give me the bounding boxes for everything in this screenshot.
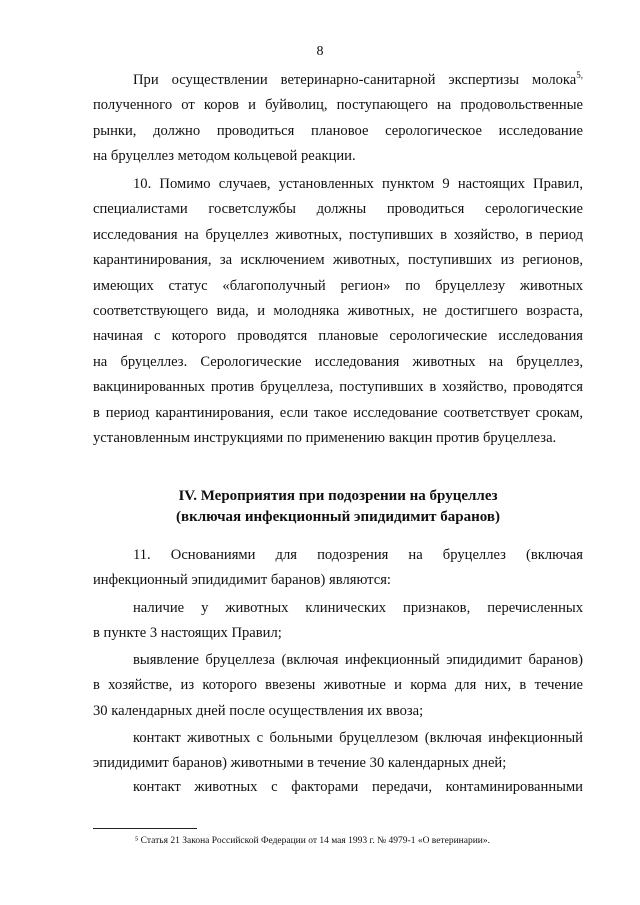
p10-line-5: имеющих статус «благополучный регион» по бруцеллезу животных — [93, 277, 583, 294]
p10-line-7: начиная с которого проводятся плановые серологические исследования — [93, 328, 583, 345]
footnote-5: ⁵ Статья 21 Закона Российской Федерации от 14 мая 1993 г. № 4979-1 «О ветеринарии». — [135, 836, 490, 846]
p10-line-4: карантинирования, за исключением животных, поступивших из регионов, — [93, 252, 583, 269]
p10-line-2: специалистами госветслужбы должны проводиться серологические — [93, 201, 583, 218]
item3-line-2: эпидидимит баранов) животными в течение 30 календарных дней; — [93, 755, 507, 772]
footnote-ref-5: 5, — [576, 70, 583, 81]
milk-line-1: При осуществлении ветеринарно-санитарной экспертизы молока — [133, 72, 577, 88]
item2-line-1: выявление бруцеллеза (включая инфекционный эпидидимит баранов) — [133, 652, 583, 668]
p10-line-9: вакцинированных против бруцеллеза, поступивших в хозяйство, проводятся — [93, 379, 583, 396]
p10-line-1: 10. Помимо случаев, установленных пунктом 9 настоящих Правил, — [133, 176, 583, 192]
page-number: 8 — [316, 44, 324, 59]
paragraph-10 — [93, 172, 583, 451]
p10-line-3: исследования на бруцеллез животных, поступивших в хозяйство, в период — [93, 226, 583, 243]
p10-line-10: в период карантинирования, если такое исследование соответствует срокам, — [93, 404, 583, 421]
p10-line-6: соответствующего вида, и молодняка животных, не достигшего возраста, — [93, 303, 583, 320]
list-item-contact-with-transmission-factors — [93, 775, 583, 800]
section-heading-iv — [93, 486, 583, 528]
item3-line-1: контакт животных с больными бруцеллезом (включая инфекционный — [133, 730, 583, 746]
footnote-separator — [93, 828, 197, 829]
paragraph-11 — [93, 543, 583, 594]
milk-line-2: полученного от коров и буйволиц, поступающего на продовольственные — [93, 97, 583, 114]
item2-line-3: 30 календарных дней после осуществления их ввоза; — [93, 702, 424, 719]
item1-line-2: в пункте 3 настоящих Правил; — [93, 625, 282, 642]
p11-line-2: инфекционный эпидидимит баранов) являются: — [93, 572, 391, 589]
list-item-clinical-signs — [93, 596, 583, 647]
milk-line-4: на бруцеллез методом кольцевой реакции. — [93, 148, 356, 165]
p10-line-8: на бруцеллез. Серологические исследования животных на бруцеллез, — [93, 353, 583, 370]
p11-line-1: 11. Основаниями для подозрения на бруцеллез (включая — [133, 547, 583, 563]
list-item-detection-in-source-farm — [93, 648, 583, 724]
heading-line-2: (включая инфекционный эпидидимит баранов) — [176, 509, 500, 525]
paragraph-milk-expertise — [93, 68, 583, 170]
item1-line-1: наличие у животных клинических признаков, перечисленных — [133, 600, 583, 616]
list-item-contact-with-sick — [93, 726, 583, 777]
item2-line-2: в хозяйстве, из которого ввезены животные и корма для них, в течение — [93, 677, 583, 694]
milk-line-3: рынки, должно проводиться плановое серологическое исследование — [93, 122, 583, 139]
heading-line-1: IV. Мероприятия при подозрении на бруцеллез — [178, 488, 498, 504]
item4-line-1: контакт животных с факторами передачи, контаминированными — [133, 779, 583, 795]
p10-line-11: установленным инструкциями по применению вакцин против бруцеллеза. — [93, 430, 557, 447]
